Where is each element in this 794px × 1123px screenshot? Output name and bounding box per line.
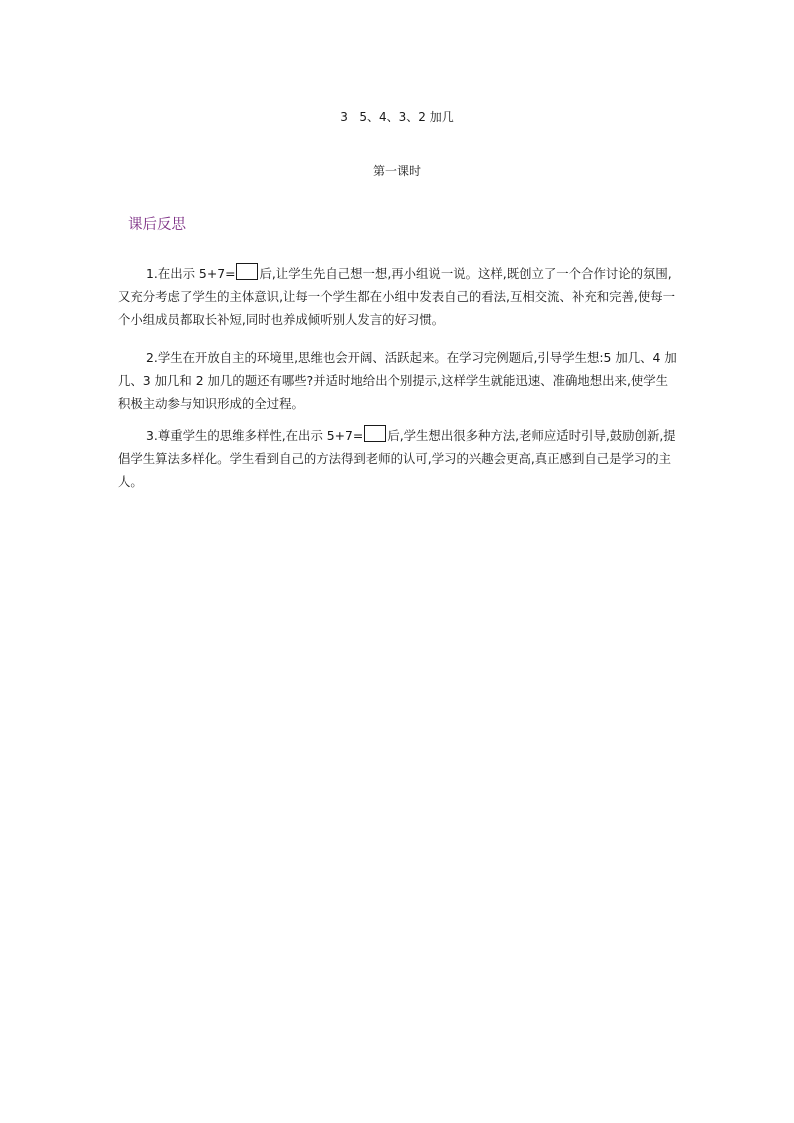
answer-blank-box bbox=[236, 263, 258, 280]
paragraph-1 bbox=[118, 262, 680, 331]
lesson-subtitle: 第一课时 bbox=[372, 164, 421, 178]
paragraph-3 bbox=[118, 424, 680, 493]
paragraph-3-before: 3.尊重学生的思维多样性,在出示 5+7= bbox=[146, 428, 364, 443]
section-heading-reflection: 课后反思 bbox=[128, 217, 186, 233]
paragraph-3-after: 后,学生想出很多种方法,老师应适时引导,鼓励创新,提倡学生算法多样化。学生看到自己的方法得到老师的认可,学习的兴趣会更高,真正感到自己是学习的主人。 bbox=[118, 428, 676, 489]
answer-blank-box bbox=[364, 425, 386, 442]
lesson-title: 3 5、4、3、2 加几 bbox=[340, 110, 454, 124]
paragraph-1-before: 1.在出示 5+7= bbox=[146, 266, 236, 281]
paragraph-1-after: 后,让学生先自己想一想,再小组说一说。这样,既创立了一个合作讨论的氛围,又充分考虑了学生的主体意识,让每一个学生都在小组中发表自己的看法,互相交流、补充和完善,使每一个小组成员都取长补短,同时也养成倾听别人发言的好习惯。 bbox=[118, 266, 676, 327]
paragraph-2: 2.学生在开放自主的环境里,思维也会开阔、活跃起来。在学习完例题后,引导学生想:5 加几、4 加几、3 加几和 2 加几的题还有哪些?并适时地给出个别提示,这样学生就能迅速、准确地想出来,使学生积极主动参与知识形成的全过程。 bbox=[118, 350, 677, 411]
